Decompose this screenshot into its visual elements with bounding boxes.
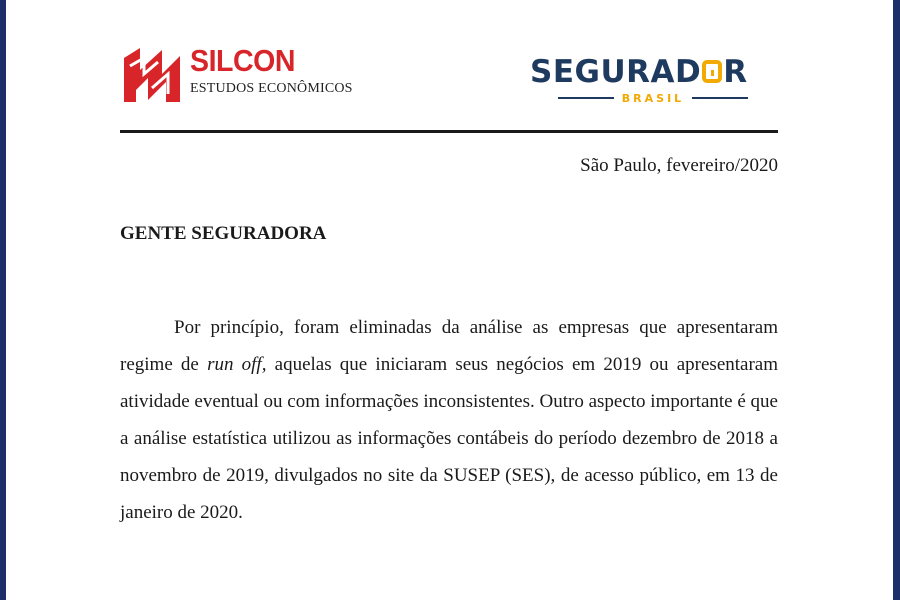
section-heading: GENTE SEGURADORA [120, 223, 327, 244]
segurador-logo-subtitle: BRASIL [621, 91, 685, 105]
silcon-logo-name: SILCON [190, 43, 295, 78]
silcon-logo-subtitle: ESTUDOS ECONÔMICOS [190, 81, 353, 96]
segurador-brasil-logo [530, 54, 780, 106]
subtitle-rule-right [692, 97, 748, 99]
segurador-logo-prefix: SEGURAD [530, 54, 702, 90]
document-page [6, 0, 893, 600]
segurador-logo-subtitle-row [558, 90, 748, 106]
silcon-emblem-icon [122, 44, 188, 106]
paragraph-text-part2: aquelas que iniciaram seus negócios em 2019 ou apresentaram atividade eventual ou com informações inconsistentes. Outro aspecto importante é que a análise estatística utilizou as informações contábeis do período dezembro de 2018 a novembro de 2019, divulgados no site da SUSEP (SES), de acesso público, em 13 de janeiro de 2020. [120, 354, 779, 523]
body-paragraph [120, 309, 778, 531]
date-line: São Paulo, fevereiro/2020 [580, 155, 778, 176]
subtitle-rule-left [558, 97, 614, 99]
lock-o-icon [702, 60, 722, 83]
silcon-logo [122, 43, 353, 106]
header-divider [120, 130, 778, 133]
segurador-logo-wordmark [530, 54, 748, 90]
segurador-logo-suffix: R [723, 54, 748, 90]
right-frame-border [893, 0, 900, 600]
paragraph-text-part1: Por princípio, foram eliminadas da análise as empresas que apresentaram regime de [120, 317, 778, 375]
paragraph-italic-term: run off, [207, 354, 267, 375]
